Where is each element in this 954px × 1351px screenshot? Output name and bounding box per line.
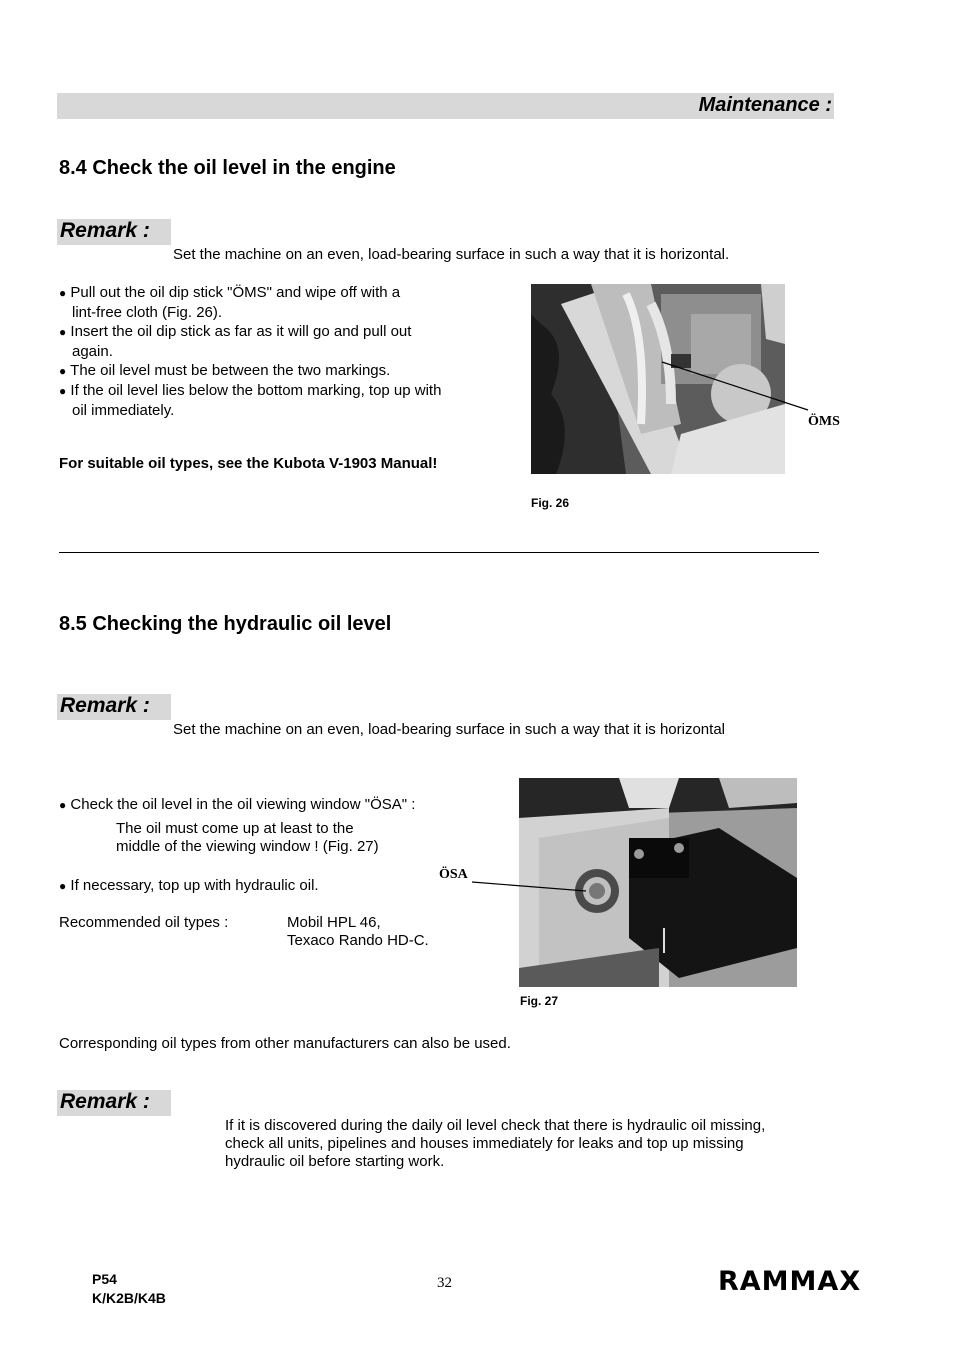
viewing-window-instruction-line2: middle of the viewing window ! (Fig. 27) xyxy=(116,838,379,855)
footer-model-line1: P54 xyxy=(92,1271,117,1287)
oms-callout-label: ÖMS xyxy=(808,414,840,429)
recommended-oil-label: Recommended oil types : xyxy=(59,914,229,931)
recommended-oil-value-1: Mobil HPL 46, xyxy=(287,914,381,931)
list-item-continuation: lint-free cloth (Fig. 26). xyxy=(72,304,223,321)
list-item: ● If the oil level lies below the bottom marking, top up with xyxy=(59,382,442,399)
bullet-list-1 xyxy=(59,283,509,420)
other-manufacturers-text: Corresponding oil types from other manufacturers can also be used. xyxy=(59,1035,511,1052)
list-item: ● Check the oil level in the oil viewing window "ÖSA" : xyxy=(59,796,416,813)
bullet-dot-icon: ● xyxy=(59,879,67,893)
bullet-dot-icon: ● xyxy=(59,798,67,812)
oil-type-note: For suitable oil types, see the Kubota V-1903 Manual! xyxy=(59,455,438,472)
rammax-logo: RAMMAX xyxy=(718,1266,862,1297)
list-item-continuation: again. xyxy=(72,343,113,360)
remark-label: Remark : xyxy=(60,1090,150,1113)
section-title-8-5: 8.5 Checking the hydraulic oil level xyxy=(59,613,392,635)
remark-label: Remark : xyxy=(60,694,150,717)
list-item: ● The oil level must be between the two markings. xyxy=(59,362,391,379)
osa-callout-label: ÖSA xyxy=(439,867,468,882)
osa-pointer-line xyxy=(470,878,590,898)
remark-box-2 xyxy=(57,694,171,720)
remark-box-1 xyxy=(57,219,171,245)
bullet-dot-icon: ● xyxy=(59,286,67,300)
list-item-continuation: oil immediately. xyxy=(72,402,175,419)
section-divider xyxy=(59,552,819,553)
list-item: ● Pull out the oil dip stick "ÖMS" and wipe off with a xyxy=(59,284,401,301)
remark-box-3 xyxy=(57,1090,171,1116)
viewing-window-instruction-line1: The oil must come up at least to the xyxy=(116,820,354,837)
footer-model-line2: K/K2B/K4B xyxy=(92,1290,166,1306)
recommended-oil-value-2: Texaco Rando HD-C. xyxy=(287,932,429,949)
leak-check-text-line3: hydraulic oil before starting work. xyxy=(225,1153,445,1170)
bullet-dot-icon: ● xyxy=(59,325,67,339)
header-title: Maintenance : xyxy=(698,94,832,116)
remark-text-2: Set the machine on an even, load-bearing surface in such a way that it is horizontal xyxy=(173,721,725,738)
list-item: ● If necessary, top up with hydraulic oil. xyxy=(59,877,319,894)
bullet-dot-icon: ● xyxy=(59,364,67,378)
remark-label: Remark : xyxy=(60,219,150,242)
figure-caption-27: Fig. 27 xyxy=(520,994,559,1008)
leak-check-text-line1: If it is discovered during the daily oil level check that there is hydraulic oil missing, xyxy=(225,1117,766,1134)
section-title-8-4: 8.4 Check the oil level in the engine xyxy=(59,157,396,179)
list-item: ● Insert the oil dip stick as far as it will go and pull out xyxy=(59,323,412,340)
header-bar xyxy=(57,93,834,119)
oms-pointer-line xyxy=(660,360,810,415)
leak-check-text-line2: check all units, pipelines and houses immediately for leaks and top up missing xyxy=(225,1135,744,1152)
remark-text-1: Set the machine on an even, load-bearing surface in such a way that it is horizontal. xyxy=(173,246,730,263)
page-number: 32 xyxy=(437,1275,452,1291)
footer-model xyxy=(92,1270,166,1308)
bullet-dot-icon: ● xyxy=(59,384,67,398)
figure-caption-26: Fig. 26 xyxy=(531,496,570,510)
